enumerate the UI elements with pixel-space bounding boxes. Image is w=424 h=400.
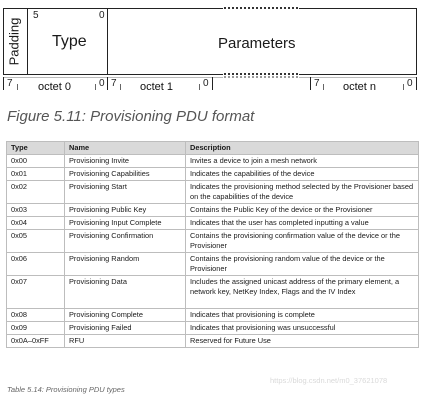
type-field-label: Type [52,33,87,50]
bit-number: 7 [7,78,13,89]
column-header-type: Type [7,142,65,155]
bit-number: 0 [203,78,209,89]
name-cell: Provisioning Failed [65,322,186,335]
description-cell: Indicates that provisioning is complete [186,309,419,322]
column-header-description: Description [186,142,419,155]
watermark: https://blog.csdn.net/m0_37621078 [270,376,388,385]
type-cell: 0x00 [7,155,65,168]
description-cell: Indicates that the user has completed inputting a value [186,217,419,230]
description-cell: Indicates the capabilities of the device [186,168,419,181]
description-cell: Reserved for Future Use [186,335,419,348]
figure-caption: Figure 5.11: Provisioning PDU format [7,108,255,125]
type-cell: 0x02 [7,181,65,204]
table-row [7,276,419,309]
type-cell: 0x01 [7,168,65,181]
description-cell: Indicates the provisioning method selected by the Provisioner based on the capabilities of the device [186,181,419,204]
name-cell: Provisioning Random [65,253,186,276]
table-row [7,217,419,230]
type-cell: 0x07 [7,276,65,309]
type-cell: 0x06 [7,253,65,276]
table-row [7,309,419,322]
padding-label: Padding [6,17,22,65]
description-cell: Invites a device to join a mesh network [186,155,419,168]
octet-label: octet 0 [38,81,72,93]
type-cell: 0x0A–0xFF [7,335,65,348]
bit-number: 0 [99,78,105,89]
name-cell: Provisioning Public Key [65,204,186,217]
table-row [7,322,419,335]
type-cell: 0x08 [7,309,65,322]
bit-number: 5 [33,10,39,21]
bit-number: 0 [99,10,105,21]
name-cell: Provisioning Confirmation [65,230,186,253]
bit-number: 7 [111,78,117,89]
table-row [7,204,419,217]
octet-label: octet n [343,81,377,93]
description-cell: Includes the assigned unicast address of the primary element, a network key, NetKey Index, Flags and the IV Index [186,276,419,309]
description-cell: Contains the provisioning confirmation value of the device or the Provisioner [186,230,419,253]
name-cell: Provisioning Invite [65,155,186,168]
bit-number: 7 [314,78,320,89]
name-cell: Provisioning Input Complete [65,217,186,230]
table-row [7,335,419,348]
table-row [7,155,419,168]
table-caption: Table 5.14: Provisioning PDU types [7,385,125,394]
description-cell: Contains the Public Key of the device or the Provisioner [186,204,419,217]
name-cell: Provisioning Capabilities [65,168,186,181]
description-cell: Contains the provisioning random value of the device or the Provisioner [186,253,419,276]
name-cell: Provisioning Data [65,276,186,309]
name-cell: Provisioning Complete [65,309,186,322]
padding-field [4,10,24,72]
table-header-row [7,142,419,155]
table-row [7,168,419,181]
name-cell: RFU [65,335,186,348]
type-cell: 0x04 [7,217,65,230]
type-cell: 0x09 [7,322,65,335]
description-cell: Indicates that provisioning was unsuccessful [186,322,419,335]
pdu-format-diagram [0,0,424,96]
parameters-field-label: Parameters [218,35,296,52]
table-row [7,181,419,204]
provisioning-pdu-types-table [6,141,419,348]
octet-label: octet 1 [140,81,174,93]
type-cell: 0x05 [7,230,65,253]
table-row [7,230,419,253]
table-row [7,253,419,276]
bit-number: 0 [407,78,413,89]
type-cell: 0x03 [7,204,65,217]
column-header-name: Name [65,142,186,155]
name-cell: Provisioning Start [65,181,186,204]
